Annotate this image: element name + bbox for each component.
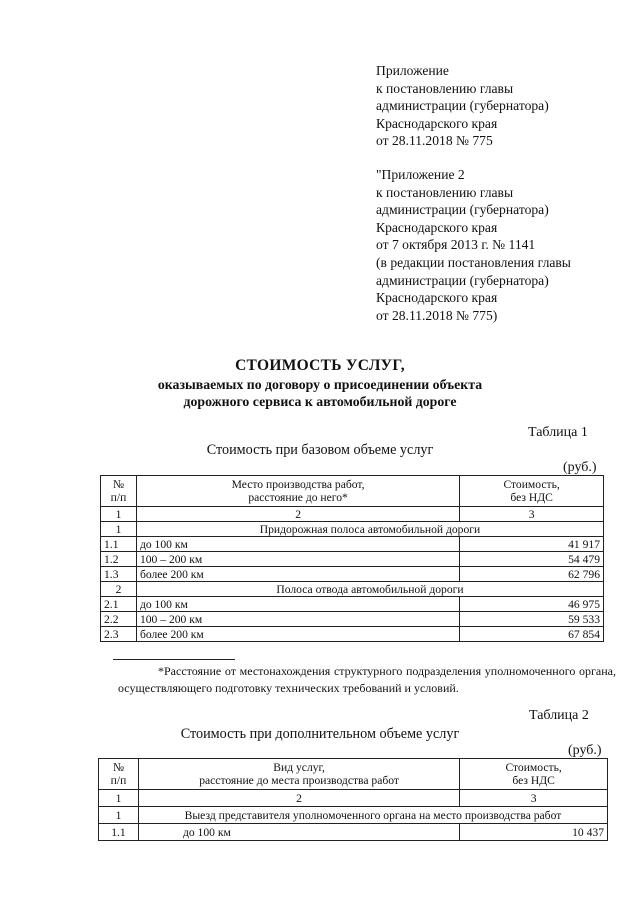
header-num-line: п/п	[110, 774, 127, 787]
row-place: до 100 км	[136, 597, 459, 612]
header-place-line: Место производства работ,	[231, 478, 365, 491]
table-row	[99, 824, 608, 841]
header-cost-line: без НДС	[512, 774, 555, 787]
row-cost: 67 854	[460, 627, 604, 642]
footnote: *Расстояние от местонахождения структурного подразделения уполномоченного органа, осуществляющего подготовку технических требований и условий.	[118, 664, 616, 695]
table2-caption: Стоимость при дополнительном объеме услуг	[180, 726, 460, 742]
row-cost: 59 533	[460, 612, 604, 627]
appendix2-line: к постановлению главы	[376, 184, 514, 200]
row-num: 2.2	[101, 612, 137, 627]
row-num: 1.1	[101, 537, 137, 552]
col-number: 3	[460, 790, 608, 807]
footnote-divider	[113, 659, 235, 660]
row-num: 1.1	[99, 824, 139, 841]
appendix-line: к постановлению главы	[376, 80, 514, 96]
table1-caption: Стоимость при базовом объеме услуг	[206, 442, 434, 458]
row-cost: 10 437	[460, 824, 608, 841]
header-num-line: №	[112, 478, 124, 491]
row-cost: 54 479	[460, 552, 604, 567]
header-num-line: №	[112, 761, 124, 774]
appendix2-line: от 28.11.2018 № 775)	[376, 307, 498, 323]
table-row	[101, 627, 604, 642]
row-place: до 100 км	[138, 824, 459, 841]
section-title: Выезд представителя уполномоченного органа на место производства работ	[138, 807, 607, 824]
col-number: 3	[460, 507, 604, 522]
row-place: 100 – 200 км	[136, 552, 459, 567]
column-number-row	[101, 507, 604, 522]
table2	[98, 758, 608, 841]
column-number-row	[99, 790, 608, 807]
table-header-row	[99, 759, 608, 790]
row-num: 1	[101, 522, 137, 537]
table-section-row	[99, 807, 608, 824]
appendix-line: от 28.11.2018 № 775	[376, 133, 493, 149]
header-cost	[460, 476, 604, 507]
appendix-line: Краснодарского края	[376, 115, 498, 131]
header-cost-line: Стоимость,	[503, 478, 560, 491]
appendix2-line: администрации (губернатора)	[376, 272, 549, 288]
header-place	[136, 476, 459, 507]
document-subtitle-line2: дорожного сервиса к автомобильной дороге	[183, 394, 457, 409]
table-row	[101, 612, 604, 627]
appendix2-line: администрации (губернатора)	[376, 202, 549, 218]
row-num: 2.1	[101, 597, 137, 612]
appendix-block	[376, 62, 549, 150]
header-kind-line: расстояние до места производства работ	[199, 774, 399, 787]
table-row	[101, 567, 604, 582]
appendix2-line: от 7 октября 2013 г. № 1141	[376, 237, 536, 253]
header-num-line: п/п	[110, 491, 127, 504]
header-cost-line: без НДС	[510, 491, 553, 504]
section-title: Придорожная полоса автомобильной дороги	[136, 522, 603, 537]
header-place-line: расстояние до него*	[248, 491, 348, 504]
appendix2-line: (в редакции постановления главы	[376, 254, 571, 270]
table1	[100, 475, 604, 642]
header-kind-line: Вид услуг,	[273, 761, 325, 774]
table1-unit: (руб.)	[563, 460, 597, 475]
col-number: 2	[136, 507, 459, 522]
row-num: 2	[101, 582, 137, 597]
header-cost	[460, 759, 608, 790]
document-subtitle-line1: оказываемых по договору о присоединении объекта	[157, 377, 483, 392]
appendix2-line: Краснодарского края	[376, 219, 498, 235]
row-cost: 62 796	[460, 567, 604, 582]
col-number: 1	[99, 790, 139, 807]
table-row	[101, 597, 604, 612]
col-number: 2	[138, 790, 459, 807]
appendix2-line: "Приложение 2	[376, 167, 465, 182]
row-num: 1.2	[101, 552, 137, 567]
table-header-row	[101, 476, 604, 507]
table1-label: Таблица 1	[528, 425, 588, 440]
header-num	[101, 476, 137, 507]
appendix2-block	[376, 166, 571, 324]
appendix-line: Приложение	[376, 63, 449, 78]
row-place: более 200 км	[136, 627, 459, 642]
row-cost: 41 917	[460, 537, 604, 552]
header-num	[99, 759, 139, 790]
row-place: до 100 км	[136, 537, 459, 552]
table-section-row	[101, 582, 604, 597]
row-num: 2.3	[101, 627, 137, 642]
row-place: 100 – 200 км	[136, 612, 459, 627]
appendix2-line: Краснодарского края	[376, 290, 498, 306]
header-kind	[138, 759, 459, 790]
row-place: более 200 км	[136, 567, 459, 582]
document-title: СТОИМОСТЬ УСЛУГ,	[235, 357, 405, 374]
appendix-line: администрации (губернатора)	[376, 98, 549, 114]
table-section-row	[101, 522, 604, 537]
table2-unit: (руб.)	[568, 743, 602, 758]
table2-label: Таблица 2	[529, 708, 589, 723]
table-row	[101, 537, 604, 552]
row-num: 1	[99, 807, 139, 824]
header-cost-line: Стоимость,	[505, 761, 562, 774]
table-row	[101, 552, 604, 567]
section-title: Полоса отвода автомобильной дороги	[136, 582, 603, 597]
row-cost: 46 975	[460, 597, 604, 612]
col-number: 1	[101, 507, 137, 522]
row-num: 1.3	[101, 567, 137, 582]
